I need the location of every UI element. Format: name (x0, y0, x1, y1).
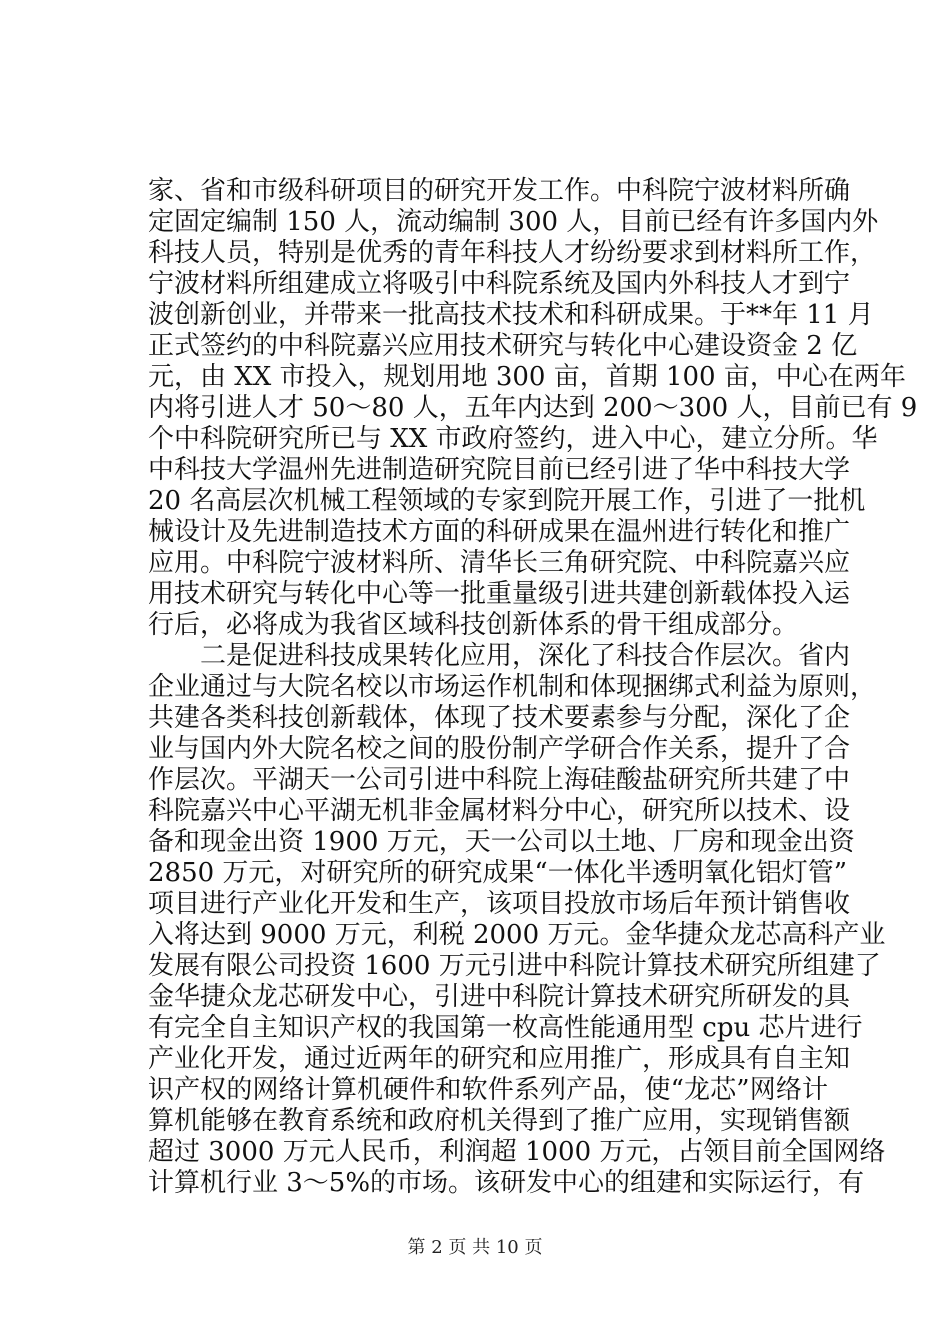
text-line: 个中科院研究所已与 XX 市政府签约，进入中心，建立分所。华 (148, 424, 878, 454)
text-line: 定固定编制 150 人，流动编制 300 人，目前已经有许多国内外 (148, 207, 879, 237)
text-line: 计算机行业 3～5%的市场。该研发中心的组建和实际运行，有 (148, 1168, 865, 1198)
text-line: 2850 万元，对研究所的研究成果“一体化半透明氧化铝灯管” (148, 858, 848, 888)
text-line: 行后，必将成为我省区域科技创新体系的骨干组成部分。 (148, 610, 799, 640)
text-line: 超过 3000 万元人民币，利润超 1000 万元，占领目前全国网络 (148, 1137, 886, 1167)
text-line: 项目进行产业化开发和生产，该项目投放市场后年预计销售收 (148, 889, 851, 919)
text-line: 发展有限公司投资 1600 万元引进中科院计算技术研究所组建了 (148, 951, 881, 981)
text-line: 中科技大学温州先进制造研究院目前已经引进了华中科技大学 (148, 455, 851, 485)
text-line: 宁波材料所组建成立将吸引中科院系统及国内外科技人才到宁 (148, 269, 851, 299)
text-line: 20 名高层次机械工程领域的专家到院开展工作，引进了一批机 (148, 486, 866, 516)
text-line: 科技人员，特别是优秀的青年科技人才纷纷要求到材料所工作， (148, 238, 877, 268)
text-line: 企业通过与大院名校以市场运作机制和体现捆绑式利益为原则， (148, 672, 877, 702)
text-line: 共建各类科技创新载体，体现了技术要素参与分配，深化了企 (148, 703, 851, 733)
page-number-footer: 第 2 页 共 10 页 (407, 1237, 543, 1258)
text-line: 用技术研究与转化中心等一批重量级引进共建创新载体投入运 (148, 579, 851, 609)
text-line: 二是促进科技成果转化应用，深化了科技合作层次。省内 (148, 641, 851, 671)
text-line: 金华捷众龙芯研发中心，引进中科院计算技术研究所研发的具 (148, 982, 851, 1012)
text-line: 有完全自主知识产权的我国第一枚高性能通用型 cpu 芯片进行 (148, 1013, 863, 1043)
text-line: 识产权的网络计算机硬件和软件系列产品，使“龙芯”网络计 (148, 1075, 828, 1105)
document-body (148, 176, 918, 1199)
text-line: 作层次。平湖天一公司引进中科院上海硅酸盐研究所共建了中 (148, 765, 851, 795)
text-line: 正式签约的中科院嘉兴应用技术研究与转化中心建设资金 2 亿 (148, 331, 858, 361)
text-line: 产业化开发，通过近两年的研究和应用推广，形成具有自主知 (148, 1044, 851, 1074)
text-line: 备和现金出资 1900 万元，天一公司以土地、厂房和现金出资 (148, 827, 855, 857)
text-line: 科院嘉兴中心平湖无机非金属材料分中心，研究所以技术、设 (148, 796, 851, 826)
text-line: 波创新创业，并带来一批高技术技术和科研成果。于**年 11 月 (148, 300, 874, 330)
text-line: 家、省和市级科研项目的研究开发工作。中科院宁波材料所确 (148, 176, 851, 206)
text-line: 内将引进人才 50～80 人，五年内达到 200～300 人，目前已有 9 (148, 393, 918, 423)
text-line: 入将达到 9000 万元，利税 2000 万元。金华捷众龙芯高科产业 (148, 920, 886, 950)
text-line: 械设计及先进制造技术方面的科研成果在温州进行转化和推广 (148, 517, 851, 547)
text-line: 算机能够在教育系统和政府机关得到了推广应用，实现销售额 (148, 1106, 851, 1136)
text-line: 应用。中科院宁波材料所、清华长三角研究院、中科院嘉兴应 (148, 548, 851, 578)
text-line: 业与国内外大院名校之间的股份制产学研合作关系，提升了合 (148, 734, 851, 764)
text-line: 元，由 XX 市投入，规划用地 300 亩，首期 100 亩，中心在两年 (148, 362, 906, 392)
